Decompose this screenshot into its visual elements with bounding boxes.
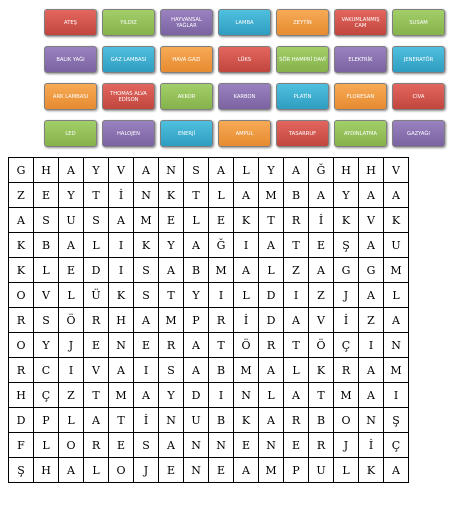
grid-cell[interactable]: L [209, 183, 234, 208]
word-tile: THOMAS ALVA EDİSON [102, 83, 155, 110]
grid-cell[interactable]: B [284, 183, 309, 208]
grid-cell[interactable]: L [59, 283, 84, 308]
grid-cell[interactable]: A [284, 158, 309, 183]
grid-cell[interactable]: R [334, 358, 359, 383]
grid-cell[interactable]: A [59, 233, 84, 258]
grid-cell[interactable]: R [209, 308, 234, 333]
grid-row [9, 208, 409, 233]
grid-cell[interactable]: V [309, 308, 334, 333]
grid-cell[interactable]: İ [334, 308, 359, 333]
grid-cell[interactable]: I [234, 233, 259, 258]
grid-cell[interactable]: A [309, 183, 334, 208]
grid-cell[interactable]: E [284, 433, 309, 458]
word-tile: PLATİN [276, 83, 329, 110]
grid-cell[interactable]: N [384, 333, 409, 358]
grid-cell[interactable]: H [109, 308, 134, 333]
word-tile: VAKUMLANMIŞ CAM [334, 9, 387, 36]
grid-cell[interactable]: L [84, 458, 109, 483]
grid-cell[interactable]: E [209, 208, 234, 233]
grid-cell[interactable]: Ç [384, 433, 409, 458]
word-tile: ARK LAMBASI [44, 83, 97, 110]
grid-cell[interactable]: B [34, 233, 59, 258]
grid-cell[interactable]: O [59, 433, 84, 458]
grid-cell[interactable]: Ğ [309, 158, 334, 183]
grid-cell[interactable]: A [359, 383, 384, 408]
grid-cell[interactable]: A [134, 383, 159, 408]
grid-cell[interactable]: A [84, 408, 109, 433]
grid-cell[interactable]: A [184, 358, 209, 383]
grid-cell[interactable]: I [209, 283, 234, 308]
grid-cell[interactable]: H [34, 158, 59, 183]
grid-cell[interactable]: N [259, 433, 284, 458]
grid-cell[interactable]: A [134, 308, 159, 333]
grid-cell[interactable]: S [134, 283, 159, 308]
word-tile: TASARRUF [276, 120, 329, 147]
grid-row [9, 258, 409, 283]
grid-cell[interactable]: I [59, 358, 84, 383]
grid-row [9, 333, 409, 358]
grid-cell[interactable]: R [159, 333, 184, 358]
grid-cell[interactable]: S [84, 208, 109, 233]
grid-cell[interactable]: A [359, 183, 384, 208]
word-search-grid [8, 157, 409, 483]
grid-cell[interactable]: E [309, 233, 334, 258]
grid-row [9, 158, 409, 183]
grid-cell[interactable]: Y [59, 183, 84, 208]
grid-cell[interactable]: K [384, 208, 409, 233]
grid-cell[interactable]: I [359, 333, 384, 358]
grid-cell[interactable]: O [9, 333, 34, 358]
grid-cell[interactable]: L [59, 408, 84, 433]
grid-cell[interactable]: A [159, 433, 184, 458]
grid-cell[interactable]: G [334, 258, 359, 283]
grid-cell[interactable]: N [184, 458, 209, 483]
grid-cell[interactable]: İ [234, 308, 259, 333]
grid-cell[interactable]: S [134, 258, 159, 283]
grid-cell[interactable]: K [359, 458, 384, 483]
grid-cell[interactable]: Ç [34, 383, 59, 408]
grid-cell[interactable]: Ş [9, 458, 34, 483]
grid-cell[interactable]: Y [84, 158, 109, 183]
grid-cell[interactable]: P [34, 408, 59, 433]
grid-cell[interactable]: A [109, 208, 134, 233]
grid-cell[interactable]: Y [159, 233, 184, 258]
grid-cell[interactable]: A [359, 233, 384, 258]
grid-cell[interactable]: L [234, 283, 259, 308]
word-tile: AMPUL [218, 120, 271, 147]
grid-cell[interactable]: A [184, 233, 209, 258]
grid-cell[interactable]: Ö [59, 308, 84, 333]
grid-cell[interactable]: E [109, 433, 134, 458]
grid-cell[interactable]: L [34, 258, 59, 283]
grid-cell[interactable]: A [259, 233, 284, 258]
grid-cell[interactable]: K [234, 208, 259, 233]
grid-cell[interactable]: D [9, 408, 34, 433]
grid-cell[interactable]: T [284, 333, 309, 358]
grid-cell[interactable]: D [259, 308, 284, 333]
grid-cell[interactable]: T [159, 283, 184, 308]
grid-cell[interactable]: Y [159, 383, 184, 408]
grid-cell[interactable]: A [359, 358, 384, 383]
grid-cell[interactable]: Y [334, 183, 359, 208]
grid-cell[interactable]: A [184, 333, 209, 358]
grid-cell[interactable]: U [384, 233, 409, 258]
grid-cell[interactable]: J [334, 283, 359, 308]
grid-row [9, 383, 409, 408]
grid-cell[interactable]: L [384, 283, 409, 308]
grid-cell[interactable]: I [134, 358, 159, 383]
grid-cell[interactable]: J [59, 333, 84, 358]
grid-cell[interactable]: K [9, 258, 34, 283]
grid-row [9, 233, 409, 258]
grid-cell[interactable]: Ö [309, 333, 334, 358]
grid-cell[interactable]: S [34, 208, 59, 233]
grid-row [9, 358, 409, 383]
grid-cell[interactable]: K [234, 408, 259, 433]
grid-cell[interactable]: S [184, 158, 209, 183]
grid-cell[interactable]: T [309, 383, 334, 408]
grid-cell[interactable]: K [134, 233, 159, 258]
grid-row [9, 308, 409, 333]
word-tile: FLORESAN [334, 83, 387, 110]
grid-cell[interactable]: A [9, 208, 34, 233]
grid-cell[interactable]: A [159, 258, 184, 283]
grid-cell[interactable]: N [234, 383, 259, 408]
grid-cell[interactable]: H [334, 158, 359, 183]
grid-cell[interactable]: I [109, 233, 134, 258]
grid-cell[interactable]: M [384, 258, 409, 283]
grid-cell[interactable]: I [284, 283, 309, 308]
word-bank [0, 0, 468, 150]
grid-cell[interactable]: M [259, 458, 284, 483]
word-tile: LAMBA [218, 9, 271, 36]
grid-cell[interactable]: D [259, 283, 284, 308]
grid-cell[interactable]: J [134, 458, 159, 483]
grid-cell[interactable]: U [184, 408, 209, 433]
grid-cell[interactable]: C [34, 358, 59, 383]
grid-row [9, 183, 409, 208]
grid-cell[interactable]: K [159, 183, 184, 208]
grid-cell[interactable]: A [209, 158, 234, 183]
grid-cell[interactable]: H [359, 158, 384, 183]
grid-row [9, 458, 409, 483]
grid-cell[interactable]: V [84, 358, 109, 383]
grid-cell[interactable]: A [384, 308, 409, 333]
word-tile: SUSAM [392, 9, 445, 36]
grid-cell[interactable]: A [359, 283, 384, 308]
word-tile: GAZ LAMBASI [102, 46, 155, 73]
word-tile: SÖR HAMPRİ DAVİ [276, 46, 329, 73]
grid-cell[interactable]: M [109, 383, 134, 408]
grid-cell[interactable]: A [384, 183, 409, 208]
grid-cell[interactable]: V [34, 283, 59, 308]
grid-cell[interactable]: Y [259, 158, 284, 183]
grid-cell[interactable]: Y [184, 283, 209, 308]
grid-cell[interactable]: U [309, 458, 334, 483]
grid-cell[interactable]: Z [9, 183, 34, 208]
grid-cell[interactable]: P [184, 308, 209, 333]
word-tile: ATEŞ [44, 9, 97, 36]
grid-cell[interactable]: İ [359, 433, 384, 458]
grid-cell[interactable]: S [134, 433, 159, 458]
grid-cell[interactable]: H [34, 458, 59, 483]
grid-cell[interactable]: L [259, 383, 284, 408]
grid-cell[interactable]: Ş [384, 408, 409, 433]
grid-cell[interactable]: L [259, 258, 284, 283]
word-tile: LÜKS [218, 46, 271, 73]
grid-cell[interactable]: T [184, 183, 209, 208]
grid-cell[interactable]: L [84, 233, 109, 258]
grid-cell[interactable]: K [334, 208, 359, 233]
grid-cell[interactable]: L [34, 433, 59, 458]
grid-cell[interactable]: Z [284, 258, 309, 283]
grid-cell[interactable]: V [359, 208, 384, 233]
grid-cell[interactable]: R [284, 208, 309, 233]
grid-cell[interactable]: A [284, 383, 309, 408]
grid-cell[interactable]: E [59, 258, 84, 283]
grid-cell[interactable]: A [309, 258, 334, 283]
grid-cell[interactable]: B [209, 408, 234, 433]
word-tile: HALOJEN [102, 120, 155, 147]
grid-cell[interactable]: A [134, 158, 159, 183]
grid-cell[interactable]: D [184, 383, 209, 408]
grid-cell[interactable]: J [334, 433, 359, 458]
grid-cell[interactable]: D [84, 258, 109, 283]
grid-cell[interactable]: R [84, 433, 109, 458]
grid-cell[interactable]: M [234, 358, 259, 383]
grid-cell[interactable]: Z [359, 308, 384, 333]
grid-cell[interactable]: S [159, 358, 184, 383]
grid-row [9, 433, 409, 458]
grid-cell[interactable]: İ [134, 408, 159, 433]
grid-cell[interactable]: L [284, 358, 309, 383]
grid-cell[interactable]: R [9, 308, 34, 333]
grid-cell[interactable]: K [109, 283, 134, 308]
grid-cell[interactable]: A [234, 458, 259, 483]
grid-cell[interactable]: N [109, 333, 134, 358]
grid-cell[interactable]: Y [34, 333, 59, 358]
grid-cell[interactable]: İ [109, 183, 134, 208]
grid-cell[interactable]: I [109, 258, 134, 283]
word-tile: BALIK YAĞI [44, 46, 97, 73]
grid-cell[interactable]: E [134, 333, 159, 358]
grid-cell[interactable]: V [109, 158, 134, 183]
word-tile: AYDINLATMA [334, 120, 387, 147]
grid-cell[interactable]: N [209, 433, 234, 458]
grid-cell[interactable]: İ [309, 208, 334, 233]
grid-row [9, 408, 409, 433]
grid-cell[interactable]: N [134, 183, 159, 208]
grid-cell[interactable]: V [384, 158, 409, 183]
grid-cell[interactable]: A [59, 458, 84, 483]
grid-cell[interactable]: B [209, 358, 234, 383]
word-tile: JENERATÖR [392, 46, 445, 73]
grid-cell[interactable]: E [34, 183, 59, 208]
grid-cell[interactable]: R [309, 433, 334, 458]
grid-cell[interactable]: E [234, 433, 259, 458]
grid-cell[interactable]: M [384, 358, 409, 383]
word-tile: LED [44, 120, 97, 147]
grid-cell[interactable]: M [334, 383, 359, 408]
grid-row [9, 283, 409, 308]
grid-cell[interactable]: E [84, 333, 109, 358]
word-tile: HAYVANSAL YAĞLAR [160, 9, 213, 36]
word-tile: GAZYAĞI [392, 120, 445, 147]
grid-cell[interactable]: Ç [334, 333, 359, 358]
grid-cell[interactable]: O [109, 458, 134, 483]
grid-cell[interactable]: B [184, 258, 209, 283]
grid-cell[interactable]: A [284, 308, 309, 333]
grid-cell[interactable]: Ş [334, 233, 359, 258]
grid-cell[interactable]: Ğ [209, 233, 234, 258]
grid-cell[interactable]: M [159, 308, 184, 333]
word-tile: ENERJİ [160, 120, 213, 147]
word-tile: ZEYTİN [276, 9, 329, 36]
grid-cell[interactable]: E [159, 458, 184, 483]
grid-cell[interactable]: S [34, 308, 59, 333]
grid-cell[interactable]: L [234, 158, 259, 183]
grid-cell[interactable]: R [259, 333, 284, 358]
grid-cell[interactable]: U [59, 208, 84, 233]
grid-cell[interactable]: Ö [234, 333, 259, 358]
grid-cell[interactable]: N [184, 433, 209, 458]
grid-cell[interactable]: M [259, 183, 284, 208]
word-tile: KARBON [218, 83, 271, 110]
grid-cell[interactable]: E [209, 458, 234, 483]
grid-cell[interactable]: N [159, 158, 184, 183]
grid-cell[interactable]: K [9, 233, 34, 258]
grid-cell[interactable]: E [159, 208, 184, 233]
word-tile: AKKOR [160, 83, 213, 110]
grid-cell[interactable]: T [84, 383, 109, 408]
grid-cell[interactable]: A [234, 258, 259, 283]
grid-cell[interactable]: I [384, 383, 409, 408]
grid-cell[interactable]: I [209, 383, 234, 408]
grid-cell[interactable]: P [284, 458, 309, 483]
grid-cell[interactable]: L [334, 458, 359, 483]
grid-cell[interactable]: L [184, 208, 209, 233]
grid-cell[interactable]: T [209, 333, 234, 358]
grid-cell[interactable]: T [109, 408, 134, 433]
grid-cell[interactable]: R [284, 408, 309, 433]
grid-cell[interactable]: T [84, 183, 109, 208]
grid-cell[interactable]: A [259, 358, 284, 383]
grid-cell[interactable]: G [9, 158, 34, 183]
grid-cell[interactable]: M [134, 208, 159, 233]
word-tile: YILDIZ [102, 9, 155, 36]
grid-cell[interactable]: H [9, 383, 34, 408]
grid-cell[interactable]: A [234, 183, 259, 208]
grid-cell[interactable]: T [259, 208, 284, 233]
grid-cell[interactable]: K [309, 358, 334, 383]
grid-cell[interactable]: M [209, 258, 234, 283]
grid-cell[interactable]: F [9, 433, 34, 458]
grid-cell[interactable]: A [109, 358, 134, 383]
grid-cell[interactable]: G [359, 258, 384, 283]
grid-cell[interactable]: Ü [84, 283, 109, 308]
grid-cell[interactable]: Z [59, 383, 84, 408]
grid-cell[interactable]: N [159, 408, 184, 433]
grid-cell[interactable]: T [284, 233, 309, 258]
grid-cell[interactable]: A [59, 158, 84, 183]
grid-cell[interactable]: O [334, 408, 359, 433]
grid-cell[interactable]: O [9, 283, 34, 308]
grid-cell[interactable]: R [9, 358, 34, 383]
word-tile: CIVA [392, 83, 445, 110]
grid-cell[interactable]: R [84, 308, 109, 333]
grid-cell[interactable]: B [309, 408, 334, 433]
word-tile: ELEKTRİK [334, 46, 387, 73]
grid-cell[interactable]: A [259, 408, 284, 433]
grid-cell[interactable]: N [359, 408, 384, 433]
word-tile: HAVA GAZI [160, 46, 213, 73]
grid-cell[interactable]: A [384, 458, 409, 483]
grid-cell[interactable]: Z [309, 283, 334, 308]
